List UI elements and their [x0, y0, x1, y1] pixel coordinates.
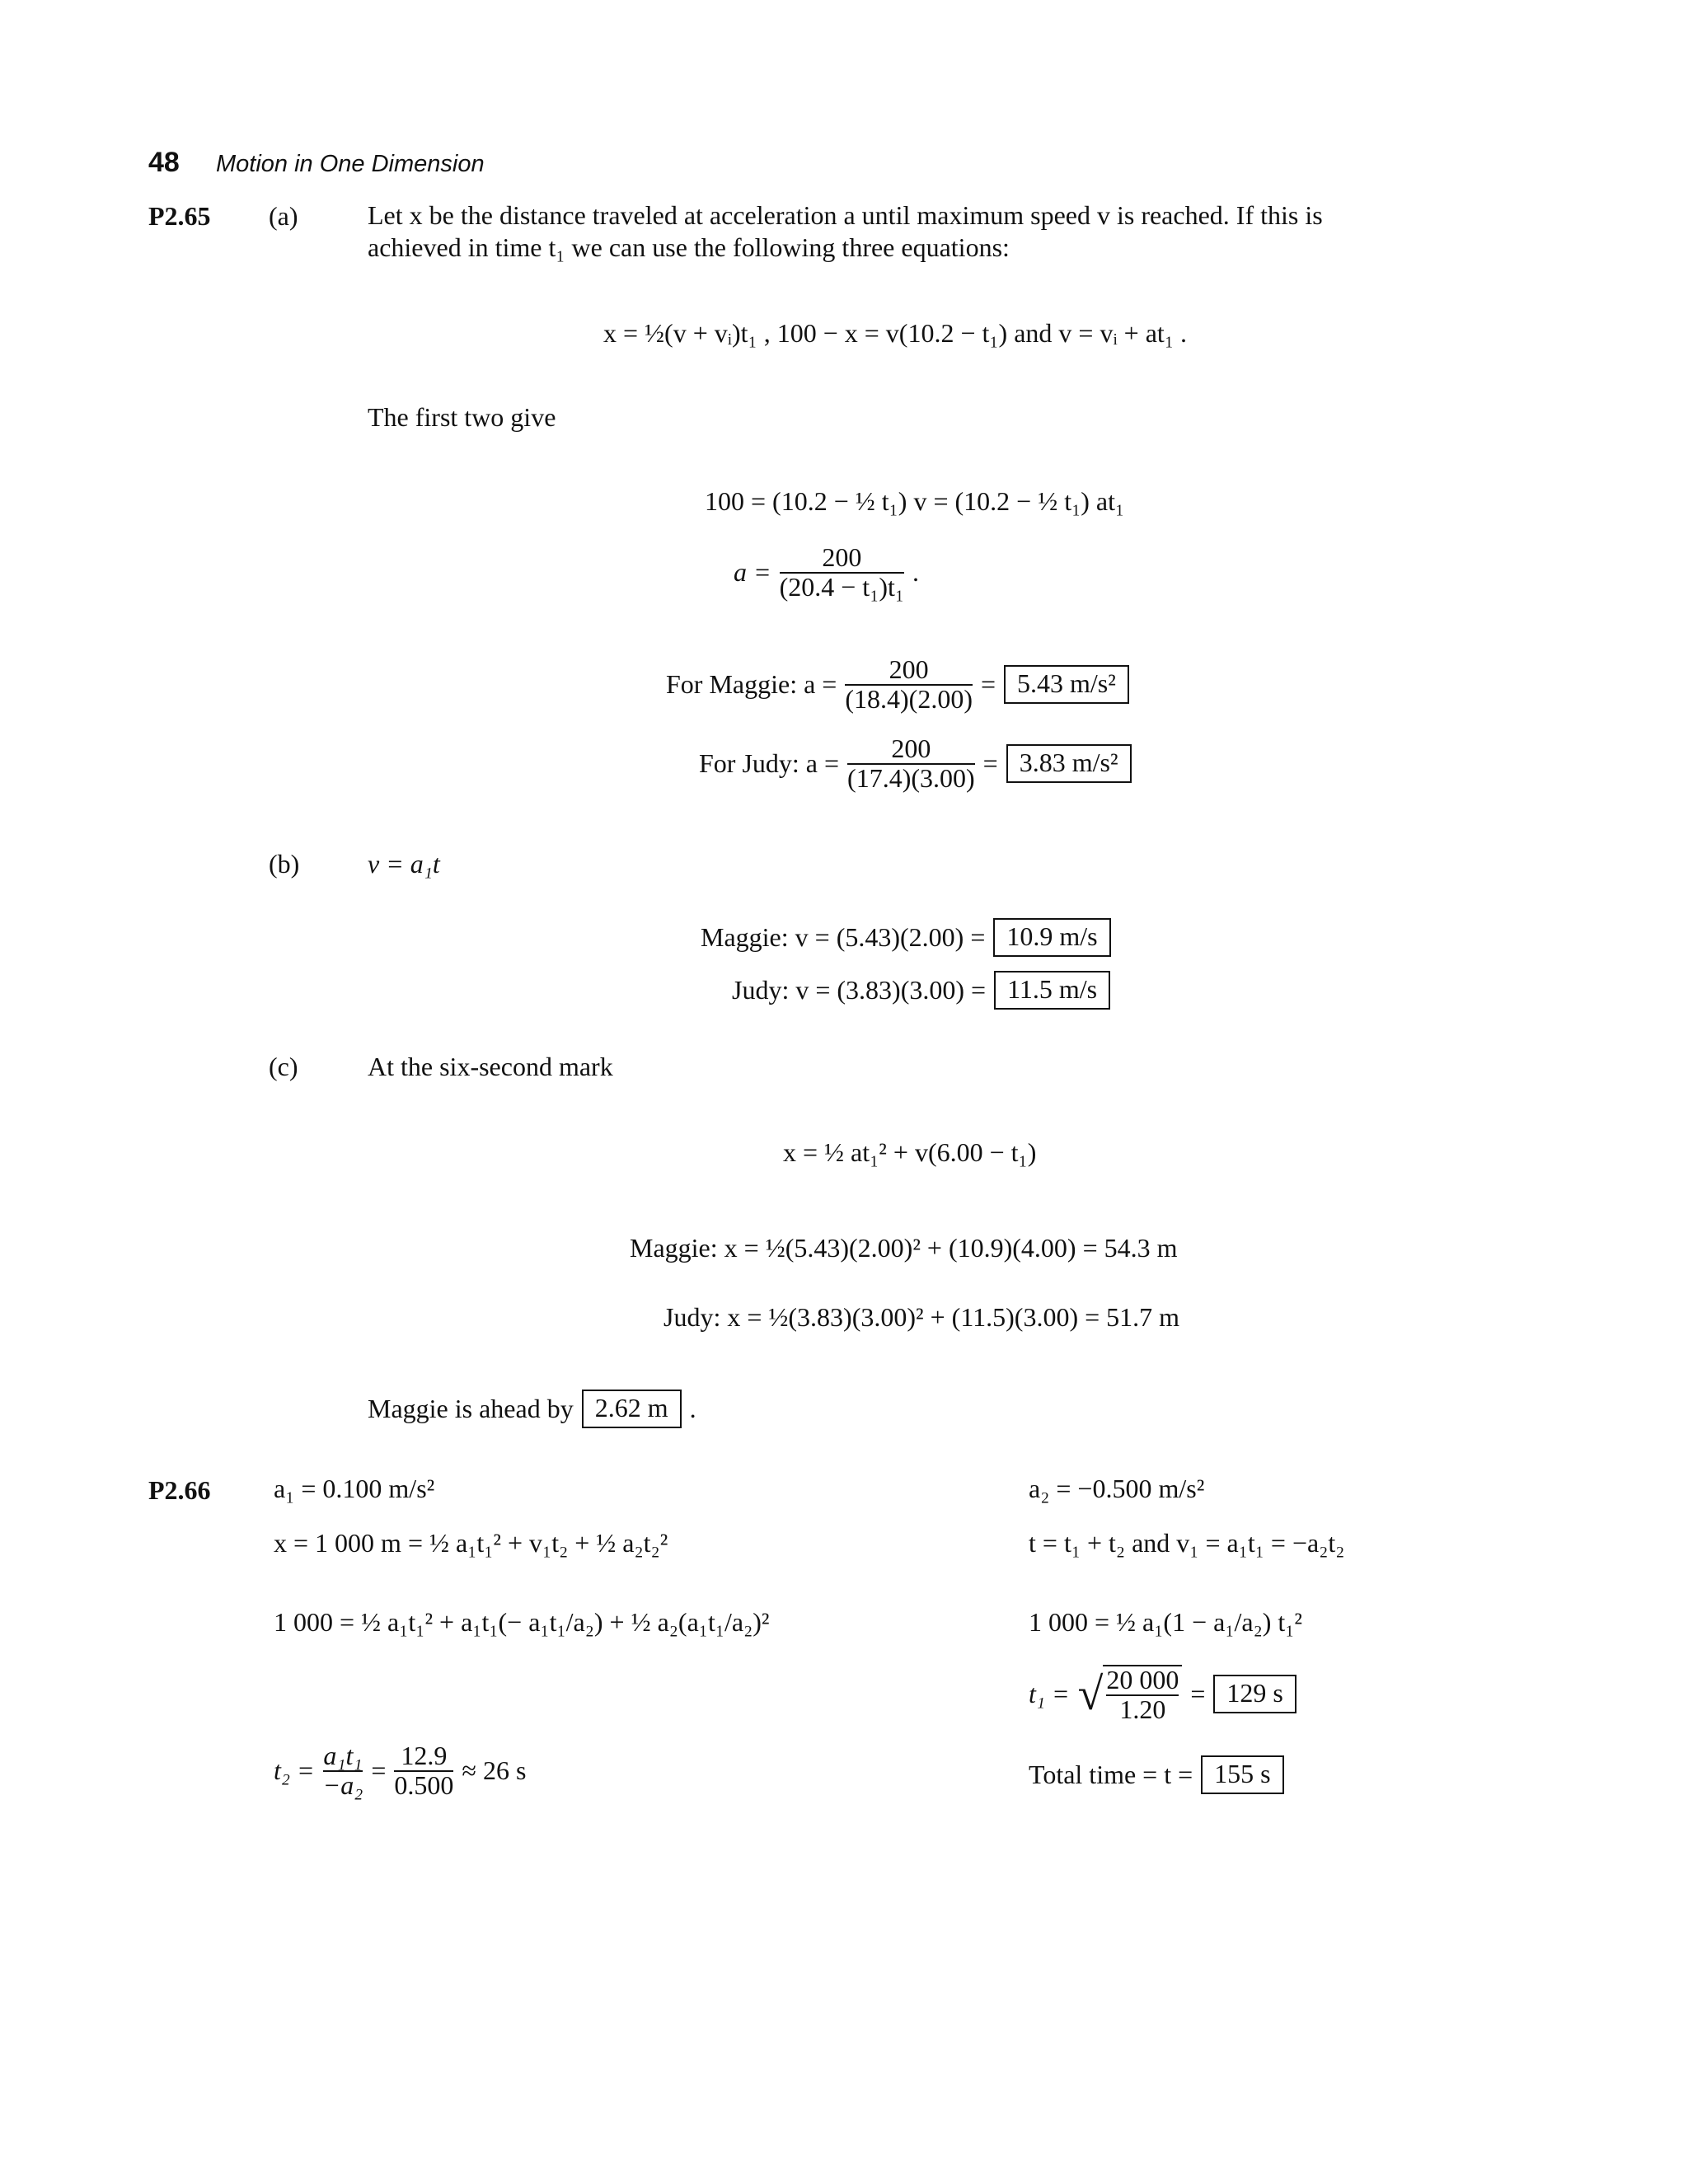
equation-1000-left: 1 000 = ½ a₁t₁² + a₁t₁(− a₁t₁/a₂) + ½ a₂(a₁t₁/a₂)²: [274, 1607, 770, 1637]
equation-a-lhs: a =: [734, 557, 771, 588]
t2-fraction1-numerator: a₁t₁: [323, 1741, 363, 1770]
total-time-text: Total time = t =: [1029, 1760, 1193, 1789]
maggie-acceleration-lhs: For Maggie: a =: [666, 669, 837, 700]
t2-fraction2-denominator: 0.500: [394, 1769, 454, 1800]
maggie-speed-result: 10.9 m/s: [993, 918, 1110, 957]
t2-fraction2-numerator: 12.9: [401, 1741, 448, 1770]
maggie-speed-equation: Maggie: v = (5.43)(2.00) =: [701, 922, 986, 952]
part-a-label: (a): [269, 201, 298, 231]
t2-fraction-symbolic: [323, 1742, 363, 1799]
part-c-position-equation: x = ½ at₁² + v(6.00 − t₁): [783, 1137, 1037, 1167]
t2-result: ≈ 26 s: [462, 1755, 527, 1786]
equation-1000-right: 1 000 = ½ a₁(1 − a₁/a₂) t₁²: [1029, 1607, 1303, 1637]
maggie-ahead-result: 2.62 m: [582, 1390, 682, 1428]
judy-speed-equation: Judy: v = (3.83)(3.00) =: [732, 975, 987, 1005]
maggie-position-equation: Maggie: x = ½(5.43)(2.00)² + (10.9)(4.00) = 54.3 m: [630, 1233, 1178, 1263]
judy-acceleration-result: 3.83 m/s²: [1006, 744, 1132, 783]
total-time-result: 155 s: [1201, 1755, 1283, 1794]
radical-sign-icon: √: [1077, 1668, 1104, 1720]
judy-speed-result: 11.5 m/s: [994, 971, 1110, 1010]
problem-label-p2-66: P2.66: [148, 1475, 211, 1505]
maggie-ahead-period: .: [689, 1394, 696, 1423]
t1-numerator: 20 000: [1106, 1665, 1179, 1694]
a1-value: a₁ = 0.100 m/s²: [274, 1474, 435, 1503]
t2-fraction-numeric: [394, 1742, 453, 1799]
part-b-equation: v = a₁t: [368, 849, 440, 879]
distance-equation: x = 1 000 m = ½ a₁t₁² + v₁t₂ + ½ a₂t₂²: [274, 1528, 668, 1558]
maggie-ahead-row: [368, 1390, 696, 1428]
equation-a-numerator: 200: [822, 542, 862, 572]
maggie-speed-row: [701, 918, 1111, 957]
t1-denominator: 1.20: [1106, 1694, 1179, 1724]
judy-speed-row: [732, 971, 1110, 1010]
t1-equation-row: [1029, 1665, 1296, 1723]
maggie-acceleration-fraction: [845, 656, 973, 713]
maggie-acceleration-row: For Maggie: a = $\frac{200}{(18.4)(2.00)}$ = 5.43 m/s²: [666, 656, 1129, 713]
t2-lhs: t₂ =: [274, 1755, 315, 1786]
problem-label-p2-65: P2.65: [148, 201, 211, 231]
maggie-acceleration-denominator: (18.4)(2.00): [845, 683, 973, 714]
t1-equals: =: [1190, 1679, 1206, 1709]
judy-acceleration-lhs: For Judy: a =: [699, 748, 840, 779]
equation-three-relations: x = ½(v + vᵢ)t₁ , 100 − x = v(10.2 − t₁) and v = vᵢ + at₁ .: [603, 318, 1187, 348]
time-relations: t = t₁ + t₂ and v₁ = a₁t₁ = −a₂t₂: [1029, 1528, 1345, 1558]
part-b-label: (b): [269, 849, 300, 879]
equation-a-general: a = $\frac{200}{\text{(20.4 − t₁)t₁}}$ .: [734, 542, 920, 602]
t2-fraction1-denominator: −a₂: [322, 1769, 363, 1800]
judy-acceleration-fraction: [847, 735, 975, 792]
equation-a-denominator: (20.4 − t₁)t₁: [779, 571, 905, 602]
maggie-acceleration-numerator: 200: [889, 654, 929, 684]
t2-equals: =: [371, 1755, 387, 1786]
t1-fraction: [1103, 1665, 1182, 1723]
part-c-label: (c): [269, 1052, 298, 1081]
judy-acceleration-denominator: (17.4)(3.00): [847, 762, 975, 793]
chapter-title: Motion in One Dimension: [216, 151, 485, 177]
part-a-intro-line2: achieved in time t₁ we can use the following three equations:: [368, 232, 1010, 262]
a2-value: a₂ = −0.500 m/s²: [1029, 1474, 1205, 1503]
judy-acceleration-row: For Judy: a = $\frac{200}{(17.4)(3.00)}$ = 3.83 m/s²: [699, 735, 1132, 792]
part-a-intro-line1: Let x be the distance traveled at acceleration a until maximum speed v is reached. If this is: [368, 200, 1323, 230]
square-root: [1078, 1665, 1183, 1723]
t1-result: 129 s: [1213, 1675, 1296, 1713]
part-c-intro: At the six-second mark: [368, 1052, 613, 1081]
judy-acceleration-numerator: 200: [891, 733, 931, 763]
total-time-row: [1029, 1755, 1284, 1794]
first-two-give-text: The first two give: [368, 402, 556, 432]
t2-equation-row: [274, 1742, 526, 1799]
t1-lhs: t₁ =: [1029, 1679, 1070, 1709]
maggie-ahead-text: Maggie is ahead by: [368, 1394, 574, 1423]
maggie-acceleration-result: 5.43 m/s²: [1004, 665, 1129, 704]
judy-position-equation: Judy: x = ½(3.83)(3.00)² + (11.5)(3.00) = 51.7 m: [663, 1302, 1180, 1332]
equation-100: 100 = (10.2 − ½ t₁) v = (10.2 − ½ t₁) at₁: [705, 486, 1125, 516]
page-number: 48: [148, 147, 180, 178]
equation-a-fraction: [780, 544, 904, 601]
